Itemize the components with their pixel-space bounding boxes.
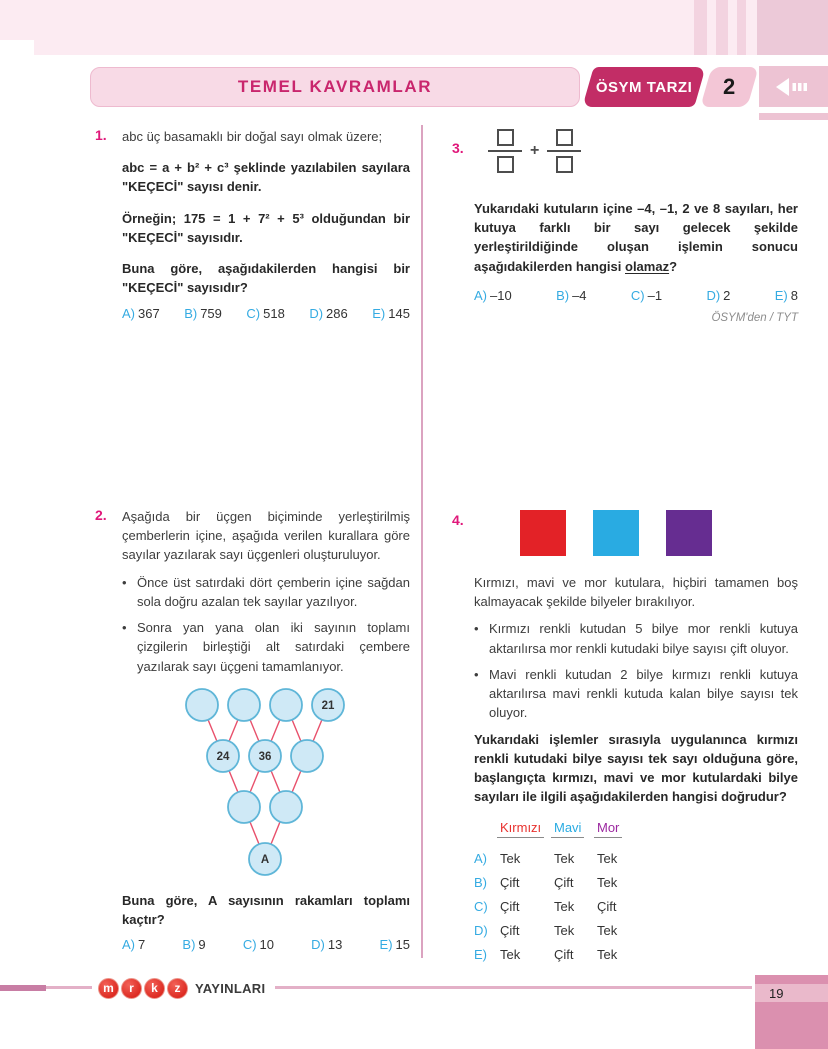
back-arrow-tab	[759, 66, 828, 107]
diagram-circles	[186, 689, 344, 875]
question-intro: Aşağıda bir üçgen biçiminde yerleştirilmiş çemberlerin içine, aşağıda verilen kurallara göre sayılar yazılarak sayı üçgenleri oluşturuluyor.	[122, 509, 410, 563]
source-attribution: ÖSYM'den / TYT	[711, 311, 798, 324]
band-stripe	[737, 0, 746, 55]
option: C) 518	[246, 305, 285, 321]
options-row	[474, 288, 798, 303]
question-number: 1.	[95, 127, 107, 143]
question-stem: Buna göre, A sayısının rakamları toplamı kaçtır?	[122, 892, 410, 928]
empty-box	[497, 156, 514, 173]
plus-sign: +	[530, 142, 540, 159]
page-number-tab	[755, 975, 828, 1049]
question-stem: Yukarıdaki kutuların içine –4, –1, 2 ve 8 sayıları, her kutuya farklı bir sayı gelecek şekilde yerleştirildiğinde oluşan işlemin sonucu aşağıdakilerden hangisi olamaz?	[474, 201, 798, 274]
fraction-bar	[488, 150, 522, 152]
bullet-icon: •	[122, 620, 127, 636]
svg-text:36: 36	[258, 750, 272, 763]
svg-text:21: 21	[321, 699, 335, 712]
footer-rule-cap	[0, 985, 46, 991]
page-number-stripe	[755, 984, 828, 1002]
fraction-bar	[547, 150, 581, 152]
empty-box	[556, 156, 573, 173]
band-stripe	[694, 0, 707, 55]
color-boxes-figure	[520, 510, 798, 556]
question-stem: Buna göre, aşağıdakilerden hangisi bir "KEÇECİ" sayısıdır?	[122, 261, 410, 296]
question-4	[452, 506, 798, 967]
logo-letter-ball: m	[98, 978, 119, 999]
option: B) 9	[182, 937, 206, 953]
chapter-title: TEMEL KAVRAMLAR	[237, 77, 433, 96]
bullet-item: • Kırmızı renkli kutudan 5 bilye mor renkli kutuya aktarılırsa mor renkli kutudaki bilye sayısı çift oluyor.	[474, 619, 798, 657]
option: E) 15	[379, 937, 410, 953]
bullet-item: • Mavi renkli kutudan 2 bilye kırmızı renkli kutuya aktarılırsa mavi renkli kutuda kalan bilye sayısı tek oluyor.	[474, 665, 798, 723]
option: A) 367	[122, 305, 160, 321]
red-box	[520, 510, 566, 556]
underlined-word: olamaz	[625, 258, 670, 274]
question-example: Örneğin; 175 = 1 + 7² + 5³ olduğundan bir "KEÇECİ" sayısıdır.	[122, 210, 410, 245]
table-row: A) Tek Tek Tek	[474, 850, 618, 866]
option: E) 145	[372, 305, 410, 321]
answer-table	[474, 816, 798, 967]
band-stripe	[716, 0, 728, 55]
empty-box	[556, 129, 573, 146]
bullet-icon: •	[474, 666, 479, 682]
header-kirmizi: Kırmızı	[497, 820, 544, 839]
test-number: 2	[723, 74, 736, 99]
publisher-logo	[92, 976, 275, 1000]
option: C) –1	[630, 287, 663, 303]
option: C) 10	[242, 937, 274, 953]
table-row: D) Çift Tek Tek	[474, 922, 618, 938]
table-row: B) Çift Çift Tek	[474, 874, 618, 890]
svg-text:24: 24	[216, 750, 230, 763]
question-intro: Kırmızı, mavi ve mor kutulara, hiçbiri tamamen boş kalmayacak şekilde bilyeler bırakılıyor.	[474, 575, 798, 610]
band-right-block	[757, 0, 828, 55]
column-divider	[421, 125, 423, 958]
bullet-item: • Sonra yan yana olan iki sayının toplamı çizgilerin birleştiği alt satırdaki çembere yazılarak sayı üçgeni tamamlanıyor.	[122, 618, 410, 676]
bullet-icon: •	[122, 574, 127, 590]
question-number: 4.	[452, 512, 464, 528]
back-arrow-icon	[776, 78, 812, 96]
header-mor: Mor	[594, 820, 622, 839]
fraction	[488, 129, 522, 173]
question-stem: Yukarıdaki işlemler sırasıyla uygulanınca kırmızı renkli kutudaki bilye sayısı tek sayı olduğuna göre, başlangıçta kırmızı, mavi ve mor kutulardaki bilye sayıları ile ilgili aşağıdakilerden hangisi doğrudur?	[474, 731, 798, 805]
logo-letter-ball: z	[167, 978, 188, 999]
osym-tarzi-label: ÖSYM TARZI	[595, 78, 693, 96]
logo-letter-ball: k	[144, 978, 165, 999]
options-row	[122, 937, 410, 952]
option: A) –10	[474, 287, 512, 303]
question-number: 2.	[95, 507, 107, 523]
top-band-notch	[0, 40, 34, 55]
svg-text:A: A	[260, 853, 270, 866]
diagram-connector-lines	[202, 705, 328, 859]
question-number: 3.	[452, 140, 464, 156]
question-definition: abc = a + b² + c³ şeklinde yazılabilen sayılara "KEÇECİ" sayısı denir.	[122, 160, 410, 195]
chapter-title-box	[90, 67, 580, 107]
purple-box	[666, 510, 712, 556]
option: B) 759	[184, 305, 222, 321]
option: D) 13	[311, 937, 343, 953]
option: D) 286	[309, 305, 348, 321]
table-header-row	[474, 816, 798, 840]
fraction-boxes-figure	[488, 129, 798, 173]
fraction	[547, 129, 581, 173]
header-mavi: Mavi	[551, 820, 584, 839]
osym-tarzi-badge	[582, 67, 705, 107]
bullet-icon: •	[474, 621, 479, 637]
option: E) 8	[774, 287, 798, 303]
table-row: C) Çift Tek Çift	[474, 898, 617, 914]
bullet-item: • Önce üst satırdaki dört çemberin içine sağdan sola doğru azalan tek sayılar yazılıyor.	[122, 573, 410, 611]
table-row: E) Tek Çift Tek	[474, 946, 618, 962]
publisher-name: YAYINLARI	[195, 980, 266, 996]
test-number-badge	[700, 67, 758, 107]
question-1	[95, 127, 410, 321]
number-triangle-diagram	[150, 683, 382, 881]
options-row	[122, 306, 410, 321]
page-number: 19	[769, 985, 784, 1001]
empty-box	[497, 129, 514, 146]
option: B) –4	[556, 287, 587, 303]
question-3	[452, 127, 798, 324]
question-intro: abc üç basamaklı bir doğal sayı olmak üzere;	[122, 129, 383, 144]
arrow-tab-stripe	[759, 113, 828, 120]
option: D) 2	[706, 287, 731, 303]
blue-box	[593, 510, 639, 556]
question-2	[95, 507, 410, 952]
option: A) 7	[122, 937, 146, 953]
logo-letter-ball: r	[121, 978, 142, 999]
